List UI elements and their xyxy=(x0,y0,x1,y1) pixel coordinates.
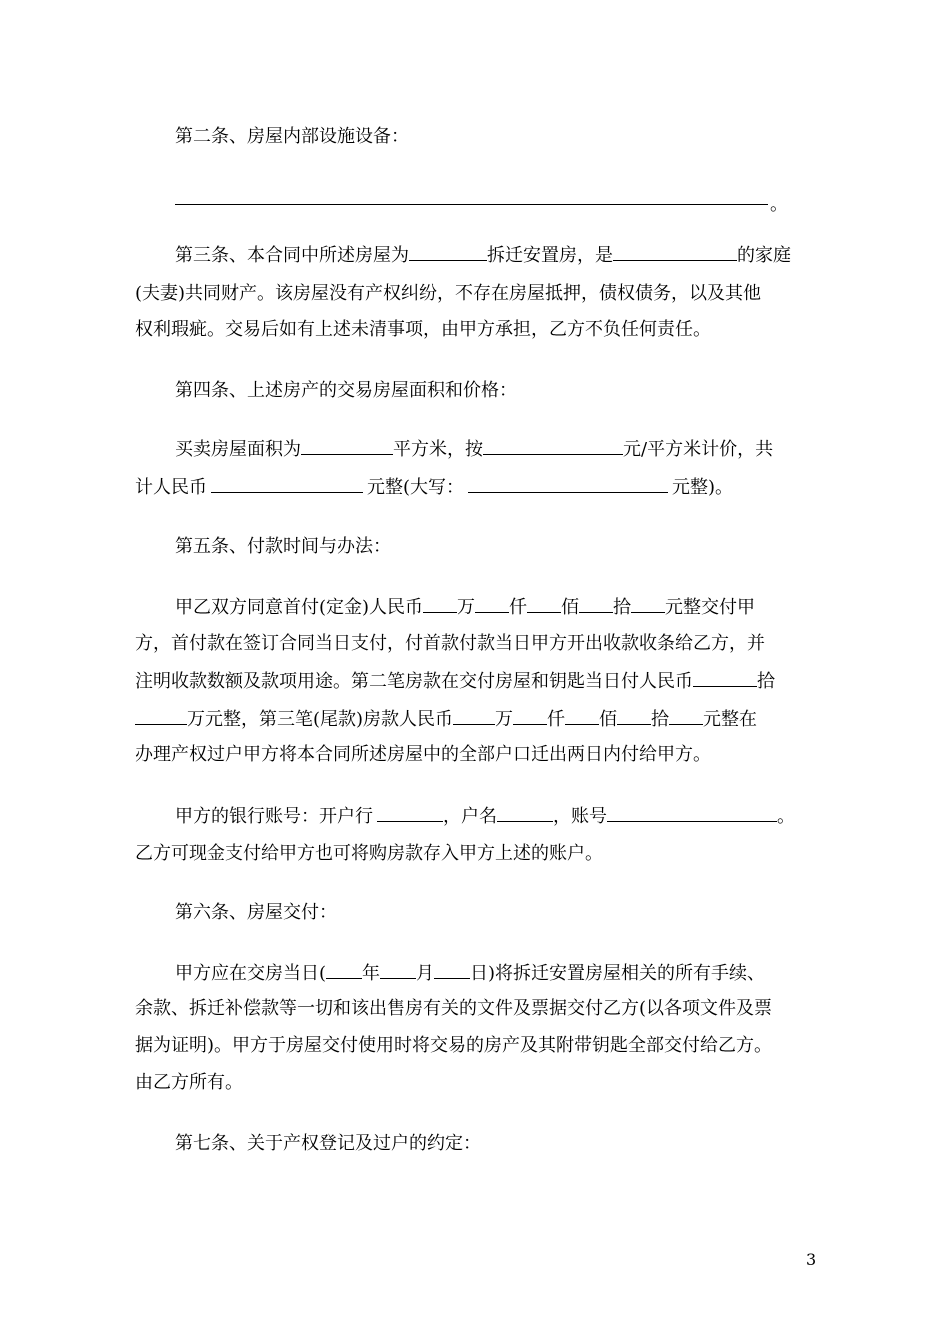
page-number: 3 xyxy=(806,1250,817,1269)
article-5-line-4: 万元整，第三笔(尾款)房款人民币 万 仟 佰 拾 元整在 xyxy=(135,709,815,730)
down-payment-bai-blank xyxy=(527,597,561,613)
account-holder-blank xyxy=(497,806,553,822)
final-payment-yuan-blank xyxy=(669,709,703,725)
house-type-blank xyxy=(409,245,487,261)
article-5-line-5: 办理产权过户甲方将本合同所述房屋中的全部户口迁出两日内付给甲方。 xyxy=(135,744,711,765)
article-6-heading: 第六条、房屋交付： xyxy=(175,902,337,923)
delivery-month-blank xyxy=(380,963,416,979)
article-5-heading: 第五条、付款时间与办法： xyxy=(175,536,391,557)
article-2-heading: 第二条、房屋内部设施设备： xyxy=(175,126,409,147)
article-6-line-3: 据为证明)。甲方于房屋交付使用时将交易的房产及其附带钥匙全部交付给乙方。 xyxy=(135,1035,773,1056)
total-price-blank xyxy=(211,477,363,493)
final-payment-qian-blank xyxy=(513,709,547,725)
bank-account-line-2: 乙方可现金支付给甲方也可将购房款存入甲方上述的账户。 xyxy=(135,843,603,864)
down-payment-shi-blank xyxy=(579,597,613,613)
article-5-line-2: 方，首付款在签订合同当日支付，付首款付款当日甲方开出收款收条给乙方，并 xyxy=(135,633,765,654)
article-7-heading: 第七条、关于产权登记及过户的约定： xyxy=(175,1133,481,1154)
article-4-line-1: 买卖房屋面积为 平方米，按 元/平方米计价，共 xyxy=(175,439,774,460)
article-3-line-3: 权利瑕疵。交易后如有上述未清事项，由甲方承担，乙方不负任何责任。 xyxy=(135,319,711,340)
second-payment-wan-blank xyxy=(135,709,187,725)
account-number-blank xyxy=(607,806,777,822)
total-price-words-blank xyxy=(468,477,668,493)
article-6-line-4: 由乙方所有。 xyxy=(135,1072,243,1093)
bank-name-blank xyxy=(377,806,443,822)
article-5-line-3: 注明收款数额及款项用途。第二笔房款在交付房屋和钥匙当日付人民币 拾 xyxy=(135,671,775,692)
delivery-year-blank xyxy=(326,963,362,979)
article-2-period: 。 xyxy=(770,194,788,215)
final-payment-wan-blank xyxy=(453,709,495,725)
owner-blank xyxy=(613,245,737,261)
delivery-day-blank xyxy=(434,963,470,979)
article-4-heading: 第四条、上述房产的交易房屋面积和价格： xyxy=(175,380,517,401)
article-5-line-1: 甲乙双方同意首付(定金)人民币 万 仟 佰 拾 元整交付甲 xyxy=(175,597,756,618)
bank-account-line: 甲方的银行账号：开户行 ，户名 ，账号 。 xyxy=(175,806,795,827)
second-payment-shiwan-blank xyxy=(693,671,757,687)
article-3-line-1: 第三条、本合同中所述房屋为 拆迁安置房，是 的家庭 xyxy=(175,245,791,266)
area-blank xyxy=(301,439,393,455)
unit-price-blank xyxy=(483,439,623,455)
article-3-line-2: (夫妻)共同财产。该房屋没有产权纠纷，不存在房屋抵押，债权债务，以及其他 xyxy=(135,283,762,304)
article-6-line-2: 余款、拆迁补偿款等一切和该出售房有关的文件及票据交付乙方(以各项文件及票 xyxy=(135,998,773,1019)
final-payment-shi-blank xyxy=(617,709,651,725)
article-6-line-1: 甲方应在交房当日( 年 月 日)将拆迁安置房屋相关的所有手续、 xyxy=(175,963,766,984)
down-payment-wan-blank xyxy=(423,597,457,613)
down-payment-yuan-blank xyxy=(631,597,665,613)
down-payment-qian-blank xyxy=(475,597,509,613)
equipment-fill-line xyxy=(175,204,768,205)
article-4-line-2: 计人民币 元整(大写： 元整)。 xyxy=(135,477,734,498)
final-payment-bai-blank xyxy=(565,709,599,725)
